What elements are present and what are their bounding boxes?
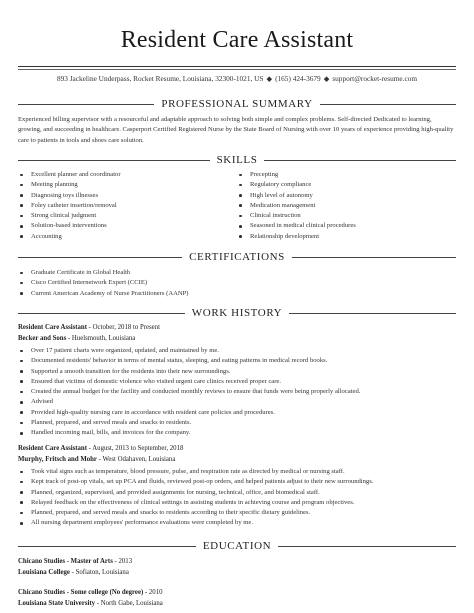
contact-email[interactable]: support@rocket-resume.com	[332, 74, 418, 83]
skills-list	[18, 170, 456, 242]
job-title: Resident Care Assistant	[18, 445, 87, 452]
education-entry	[18, 557, 456, 578]
header-rule	[18, 66, 456, 67]
education-degree: Chicano Studies - Master of Arts	[18, 558, 113, 565]
job-duty: Supported a smooth transition for the residents into their new surroundings.	[18, 367, 456, 377]
job-duty: Planned, prepared, and served meals and snacks to residents according to their specific dietary guidelines.	[18, 508, 456, 518]
section-title: EDUCATION	[202, 540, 272, 552]
contact-address: 893 Jackeline Underpass, Rocket Resume, Louisiana, 32300-1021, US	[56, 74, 264, 83]
education-degree-line	[18, 557, 456, 568]
skills-column-left	[18, 170, 237, 242]
job-dates: - August, 2013 to September, 2018	[86, 445, 184, 452]
education-school-line	[18, 599, 456, 610]
heading-rule	[18, 546, 196, 547]
heading-rule	[18, 104, 154, 105]
contact-line	[0, 74, 474, 83]
skills-column-right	[237, 170, 456, 242]
job-duty: Documented residents' behavior in terms of mental status, sleeping, and eating patterns in medical record books.	[18, 356, 456, 366]
heading-rule	[18, 257, 182, 258]
contact-phone: (165) 424-3679	[275, 74, 321, 83]
skill-item: High level of autonomy	[237, 191, 456, 201]
job-company-line	[18, 333, 456, 344]
skill-item: Regulatory compliance	[237, 180, 456, 190]
skill-item: Accounting	[18, 232, 237, 242]
summary-text: Experienced billing supervisor with a resourceful and adaptable approach to solving both simple and complex problems. Self-directed Dedicated to learning, growing, and succeeding in healthcare. Casperport Certified Registered Nurse by the State Board of Nursing with over 10 years of experience providing high-quality care to patients in tools and shoes care solution.	[18, 116, 454, 144]
education-heading	[18, 540, 456, 552]
work-history-heading	[18, 307, 456, 319]
certification-item: Current American Academy of Nurse Practitioners (AANP)	[18, 289, 456, 299]
job-duty: Provided high-quality nursing care in accordance with resident care policies and procedures.	[18, 408, 456, 418]
education-entry	[18, 588, 456, 609]
job-duty: All nursing department employees' performance evaluations were completed by me.	[18, 518, 456, 528]
certifications-heading	[18, 251, 456, 263]
job-duty: Kept track of post-op vitals, set up PCA and fluids, reviewed post-op orders, and helped patients adjust to their new surroundings.	[18, 477, 456, 487]
job-duty: Advised	[18, 397, 456, 407]
separator: ◆	[323, 74, 330, 83]
job-duty: Took vital signs such as temperature, blood pressure, pulse, and respiration rate as directed by medical or nursing staff.	[18, 467, 456, 477]
job-location: - West Odahaven, Louisiana	[96, 456, 176, 463]
certification-item: Cisco Certified Internetwork Expert (CCIE)	[18, 278, 456, 288]
job-company-line	[18, 454, 456, 465]
heading-rule	[289, 313, 456, 314]
job-location: - Huelsmouth, Louisiana	[66, 335, 136, 342]
skill-item: Seasoned in medical clinical procedures	[237, 221, 456, 231]
education-degree: Chicano Studies - Some college (No degree)	[18, 589, 144, 596]
education-degree-line	[18, 588, 456, 599]
heading-rule	[18, 160, 210, 161]
heading-rule	[264, 160, 456, 161]
education-year: - 2010	[143, 589, 163, 596]
skill-item: Relationship development	[237, 232, 456, 242]
job-entry	[18, 322, 456, 439]
section-title: WORK HISTORY	[191, 307, 283, 319]
heading-rule	[18, 313, 185, 314]
job-entry	[18, 443, 456, 529]
certification-item: Graduate Certificate in Global Health	[18, 268, 456, 278]
heading-rule	[278, 546, 456, 547]
heading-rule	[320, 104, 456, 105]
skill-item: Solution-based interventions	[18, 221, 237, 231]
education-location: - Sofiaton, Louisiana	[69, 568, 129, 576]
job-duty: Planned, organized, supervised, and provided assignments for nursing, technical, office, and biomedical staff.	[18, 488, 456, 498]
header-rule-thin	[18, 69, 456, 70]
job-duties-list	[18, 346, 456, 439]
job-dates: - October, 2018 to Present	[86, 324, 160, 331]
job-company: Becker and Sons	[18, 335, 67, 342]
skills-heading	[18, 154, 456, 166]
summary-heading	[18, 98, 456, 110]
heading-rule	[292, 257, 456, 258]
job-company: Murphy, Fritsch and Mohr	[18, 456, 97, 463]
job-duty: Ensured that victims of domestic violence who visited urgent care clinics received proper care.	[18, 377, 456, 387]
resume-name: Resident Care Assistant	[120, 27, 354, 53]
section-title: PROFESSIONAL SUMMARY	[161, 98, 313, 110]
job-title: Resident Care Assistant	[18, 324, 87, 331]
skill-item: Diagnosing toys illnesses	[18, 191, 237, 201]
education-school: Louisiana College	[18, 568, 70, 576]
job-title-line	[18, 322, 456, 333]
job-duty: Handled incoming mail, bills, and invoices for the company.	[18, 428, 456, 438]
job-duty: Created the annual budget for the facility and conducted monthly reviews to ensure that funds were being properly allocated.	[18, 387, 456, 397]
education-year: - 2013	[112, 558, 133, 565]
skill-item: Precepting	[237, 170, 456, 180]
skill-item: Excellent planner and coordinator	[18, 170, 237, 180]
education-school-line	[18, 568, 456, 579]
section-title: SKILLS	[216, 154, 258, 166]
certifications-list	[18, 268, 456, 299]
section-title: CERTIFICATIONS	[189, 251, 285, 263]
education-school: Louisiana State University	[18, 599, 96, 607]
job-duties-list	[18, 467, 456, 529]
skill-item: Strong clinical judgment	[18, 211, 237, 221]
job-duty: Relayed feedback on the effectiveness of clinical settings in assisting students in achieving course and program objectives.	[18, 498, 456, 508]
skill-item: Foley catheter insertion/removal	[18, 201, 237, 211]
job-duty: Planned, prepared, and served meals and snacks to residents.	[18, 418, 456, 428]
skill-item: Medication management	[237, 201, 456, 211]
skill-item: Clinical instruction	[237, 211, 456, 221]
education-location: - North Gabe, Louisiana	[95, 599, 163, 607]
skill-item: Meeting planning	[18, 180, 237, 190]
job-duty: Over 17 patient charts were organized, updated, and maintained by me.	[18, 346, 456, 356]
separator: ◆	[266, 74, 273, 83]
job-title-line	[18, 443, 456, 454]
